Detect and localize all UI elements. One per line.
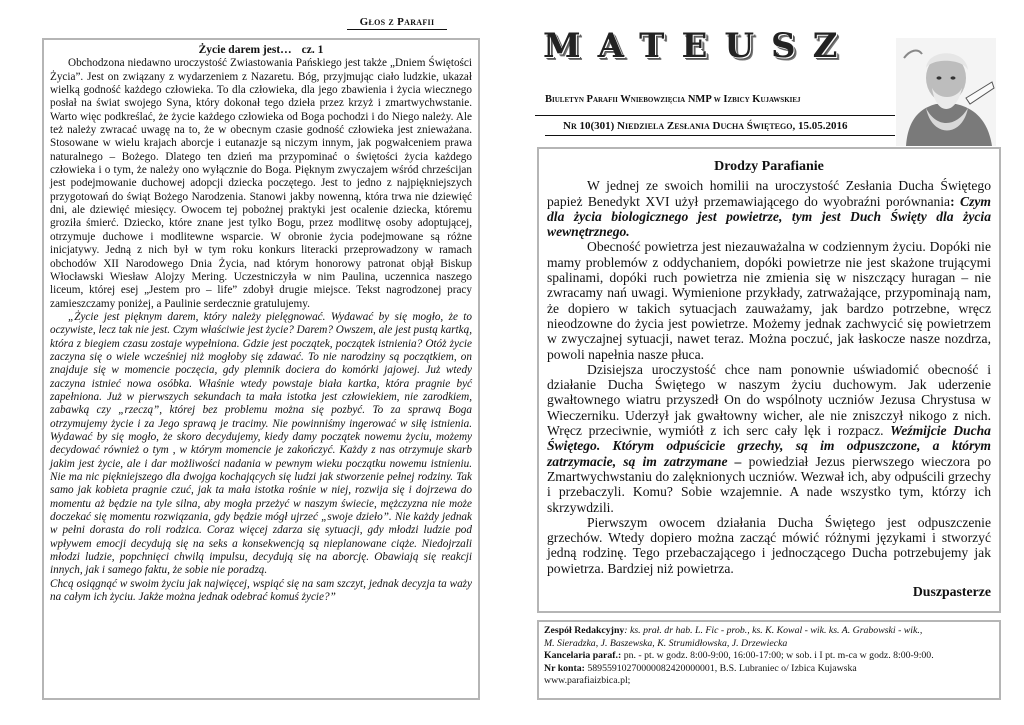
letter-paragraph-4: Pierwszym owocem działania Ducha Świętego jest odpuszczenie grzechów. Wtedy dopiero można zacząć mówić różnymi językami i stworzyć jedną rodzinę. Tego przebaczającego i jednoczącego Ducha potrzebujemy jak powietrza. Bardziej niż powietrza. [547, 514, 991, 576]
masthead-text: MATEUSZ [543, 26, 855, 66]
article-title-text: Życie darem jest… [198, 44, 292, 56]
value: pn. - pt. w godz. 8:00-9:00, 16:00-17:00; w sob. i I pt. m-ca w godz. 8:00-9:00. [621, 650, 934, 662]
section-header: Głos z Parafii [347, 16, 447, 30]
article-box [42, 38, 480, 700]
masthead-title [543, 26, 893, 66]
issue-info [535, 115, 895, 136]
website-link[interactable]: www.parafiaizbica.pl; [544, 675, 631, 687]
editorial-team-2: M. Sieradzka, J. Baszewska, K. Strumidłowska, J. Drzewiecka [544, 637, 788, 649]
issue-text: Nr 10(301) Niedziela Zesłania Ducha Świętego, 15.05.2016 [563, 120, 848, 132]
saint-matthew-portrait-icon [896, 38, 996, 146]
text-run: W jednej ze swoich homilii na uroczystość Zesłania Ducha Świętego papież Benedykt XVI użył przemawiającego do wyobraźni porównania [547, 178, 991, 209]
quote-emphasis: Czym dla życia biologicznego jest powietrze, tym jest Duch Święty dla życia wewnętrznego. [547, 193, 991, 240]
label: Nr konta: [544, 662, 585, 674]
value: : ks. prał. dr hab. L. Fic - prob., ks. K. Kowal - wik. ks. A. Grabowski - wik., [624, 625, 923, 636]
letter-paragraph-3 [547, 362, 991, 515]
article-part: cz. 1 [301, 44, 324, 56]
essay-paragraph: „Życie jest pięknym darem, który należy pielęgnować. Wydawać by się mogło, że to oczywiste, lecz tak nie jest. Czym właściwie jest życie? Darem? Owszem, ale jest pustą kartką, która z biegiem czasu zostaje wypełniona. Gdzie jest początek, początek istnienia? Otóż życie zaczyna się o wiele wcześniej niż mogłoby się zdawać. To nie narodziny są początkiem, on znajduje się w momencie poczęcia, gdy plemnik dociera do komórki jajowej. Już wtedy zaczyna istnieć nowa osóbka. Właśnie wtedy powstaje biała kartka, która pragnie być zapełniona. Już w pierwszych sekundach ta mała istotka jest człowiekiem, nie zarodkiem, zabawką czy „rzeczą”, której bez problemu można się pozbyć. To za sprawą Boga otrzymujemy życie i za Jego sprawą je tracimy. Nie powinniśmy ingerować w siłę istnienia. Wydawać by się mogło, że skoro decydujemy, kiedy damy początek nowemu życiu, możemy decydować również o tym , w którym momencie je zakończyć. Każdy z nas otrzymuje skarb jakim jest życie, ale i dar możliwości nadania w pewnym wieku początku nowemu istnieniu. Nie ma nic piękniejszego dla dwojga kochających się ludzi jak stworzenie pełnej rodziny. Tak samo jak kobieta pragnie czuć, jak ta mała istotka rośnie w niej, rozwija się i dojrzewa do momentu aż będzie na tyle silna, aby mogła przeżyć w naszym świecie, mężczyzna nie może doczekać się momentu rozwiązania, gdy będzie mógł ujrzeć „swoje dzieło”. Nie każdy jednak w pełni dorasta do roli rodzica. Coraz więcej zdarza się sytuacji, gdy młodzi ludzie pod wpływem emocji decydują się na seks a konsekwencją są nieplanowane ciąże. Niedojrzali młodzi ludzie, popchnięci chwilą impulsu, decydują się na aborcję. Obawiają się reakcji innych, jak i samego faktu, że sobie nie poradzą. [50, 310, 472, 577]
text-run: powiedział Jezus pierwszego wieczora po Zmartwychwstaniu do zalęknionych uczniów. Wezwał ich, aby odpuścili grzechy i przebaczyli. Komu? Sobie wzajemnie. A nade wszystko tym, którzy ich skrzywdzili. [547, 453, 991, 515]
signature: Duszpasterze [912, 584, 991, 600]
text-run: : [950, 193, 955, 209]
essay-paragraph-end: Chcą osiągnąć w swoim życiu jak najwięcej, wspiąć się na sam szczyt, jednak decyzja ta waży na całym ich życiu. Jakże można jednak odebrać komuś życie?” [50, 577, 472, 604]
editorial-team [544, 625, 994, 638]
text-run: Dzisiejsza uroczystość chce nam ponownie uświadomić obecność i działanie Ducha Świętego w naszym życiu duchowym. Jak uderzenie gwałtownego wiatru przyszedł On do wspólnoty uczniów Jezusa Chrystusa w Wieczerniku. Uderzył jak gwałtowny wicher, ale nie zniszczył nikogo z nich. Wręcz przeciwnie, wymiótł z ich serc cały lęk i rozpacz. [547, 361, 991, 439]
office-hours [544, 650, 994, 663]
quote-emphasis: Weźmijcie Ducha Świętego. Którym odpuścicie grzechy, są im odpuszczone, a którym zatrzymacie, są im zatrzymane – [547, 423, 991, 469]
letter-paragraph-2: Obecność powietrza jest niezauważalna w codziennym życiu. Dopóki nie mamy problemów z oddychaniem, dopóki powietrze nie jest skażone trującymi spalinami, dopóki ruch powietrza nie zmienia się w niszczący huragan – nie zwracamy nań uwagi. Wymienione przykłady, zatrważające, przypominają nam, że dopiero w takich sytuacjach zauważamy, jak bardzo potrzebne, wręcz nieodzowne do życia jest powietrze. Możemy jednak zachwycić się powietrzem w zwyczajnej sytuacji, nawet teraz. Można poczuć, jak łaskocze nasze nozdrza, powoli napełnia nasze płuca. [547, 239, 991, 362]
editorial-footer [537, 620, 1001, 700]
divider [545, 132, 895, 136]
bulletin-subtitle: Biuletyn Parafii Wniebowzięcia NMP w Izbicy Kujawskiej [545, 94, 801, 105]
letter-title: Drodzy Parafianie [714, 159, 824, 174]
article-intro: Obchodzona niedawno uroczystość Zwiastowania Pańskiego jest także „Dniem Świętości Życia”. Jest on związany z wydarzeniem z Nazaretu. Bóg, przyjmując ciało ludzkie, ukazał wielką godność każdego człowieka. To dla człowieka, dla jego zbawienia i życia wiecznego posłał na świat swojego Syna, który dokonał tego dzieła przez krzyż i zmartwychwstanie. Warto więc podkreślać, że życie każdego człowieka od Boga pochodzi i do Niego należy. Ale też należy zwracać uwagę na to, że w obecnym czasie godność człowieka jest znieważana. Stosowane w wielu krajach aborcje i eutanazje są niczym innym, jak pogwałceniem prawa naturalnego – Bożego. Dlatego ten dzień ma przypominać o świętości życia każdego człowieka i o tym, że należy ono wyłącznie do Boga. Pięknym zwyczajem wśród chrześcijan jest podejmowanie duchowej adopcji dziecka poczętego. Jest to jedno z najpiękniejszych przygotowań do świąt Bożego Narodzenia. Stanowi jakby nowenną, która trwa nie dziewięć dni, ale dziewięć miesięcy. Owocem tej pobożnej praktyki jest ocalenie dziecka, któremu groziła śmierć. Dziecko, które znane jest tylko Bogu, przez modlitwę osoby adoptującej, otrzymuje duchowe i modlitewne wsparcie. W obronie życia podejmowane są różne inicjatywy. Jedną z nich był w tym roku konkurs literacki przeprowadzony w ramach obchodów XII Narodowego Dnia Życia, nad którym honorowy patronat objął Biskup Włocławski Wiesław Alojzy Mering. Uczestniczyła w nim Paulina, uczennica naszego liceum, której esej „Jestem pro – life” zdobył drugie miejsce. Tekst nagrodzonej pracy zamieszczamy poniżej, a Paulinie serdecznie gratulujemy. [50, 57, 472, 310]
label: Kancelaria paraf.: [544, 650, 622, 662]
letter-paragraph-1 [547, 178, 991, 239]
letter-box [537, 147, 1001, 613]
label: Zespół Redakcyjny [544, 625, 625, 636]
value: 58955910270000082420000001, B.S. Lubraniec o/ Izbica Kujawska [584, 662, 857, 674]
bank-account [544, 663, 994, 676]
article-title [50, 44, 472, 57]
